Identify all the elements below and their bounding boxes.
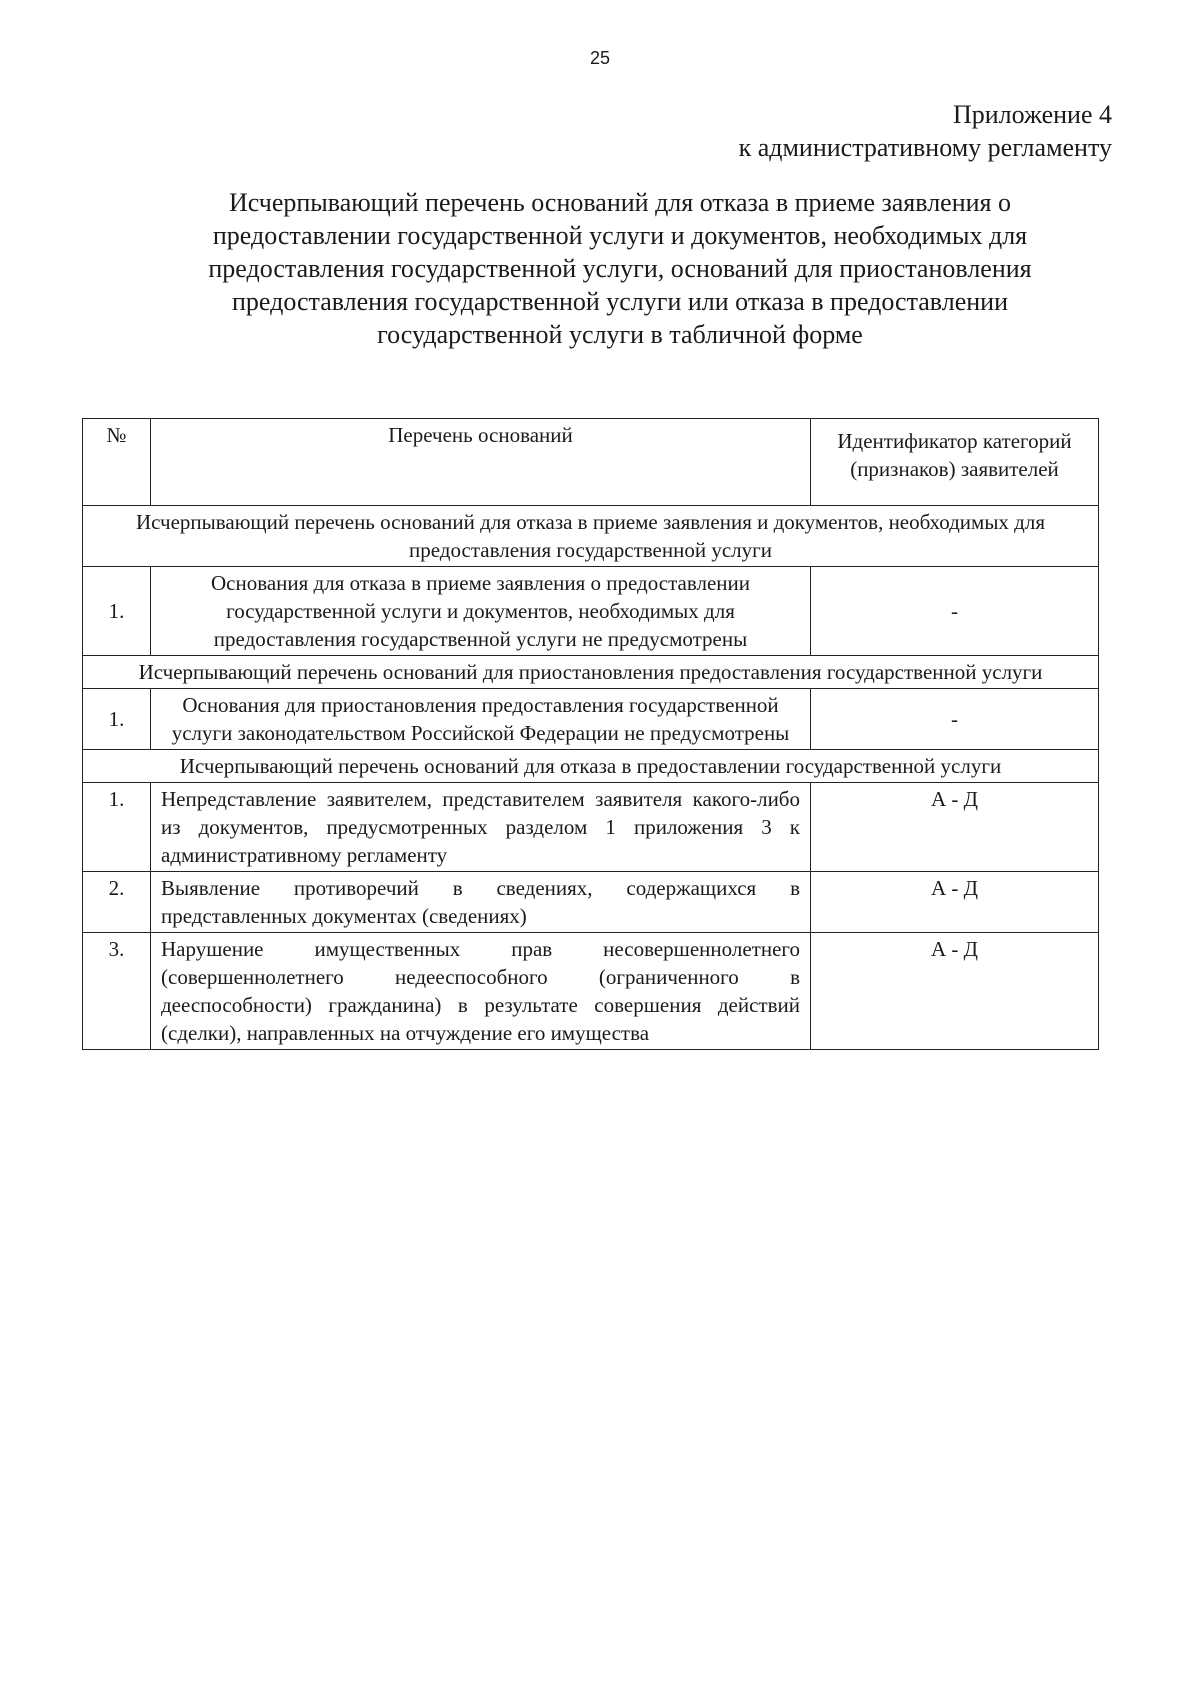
document-title: Исчерпывающий перечень оснований для отказа в приеме заявления о предоставлении государственной услуги и документов, необходимых для предоставления государственной услуги, оснований для приостановления предоставления государственной услуги или отказа в предоставлении государственной услуги в табличной форме [208, 188, 1032, 349]
row-ground-text: Нарушение имущественных прав несовершеннолетнего (совершеннолетнего недееспособного (ограниченного в дееспособности) гражданина) в результате совершения действий (сделки), направленных на отчуждение его имущества [151, 933, 811, 1050]
row-applicant-id: - [811, 689, 1099, 750]
table-row [83, 872, 1099, 933]
row-number: 3. [83, 933, 151, 1050]
grounds-table [82, 418, 1099, 1050]
section-title: Исчерпывающий перечень оснований для отказа в приеме заявления и документов, необходимых для предоставления государственной услуги [83, 506, 1099, 567]
column-header-applicant-id: Идентификатор категорий (признаков) заявителей [811, 419, 1099, 506]
table-header-row [83, 419, 1099, 506]
row-applicant-id: А - Д [811, 872, 1099, 933]
table-row [83, 783, 1099, 872]
row-ground-text: Основания для отказа в приеме заявления о предоставлении государственной услуги и документов, необходимых для предоставления государственной услуги не предусмотрены [151, 567, 811, 656]
row-ground-text: Выявление противоречий в сведениях, содержащихся в представленных документах (сведениях) [151, 872, 811, 933]
section-header-row [83, 656, 1099, 689]
section-header-row [83, 506, 1099, 567]
section-header-row [83, 750, 1099, 783]
row-applicant-id: А - Д [811, 783, 1099, 872]
row-applicant-id: А - Д [811, 933, 1099, 1050]
appendix-reference: к административному регламенту [738, 133, 1112, 162]
row-number: 2. [83, 872, 151, 933]
column-header-number: № [83, 419, 151, 506]
table-row [83, 567, 1099, 656]
row-ground-text: Основания для приостановления предоставления государственной услуги законодательством Российской Федерации не предусмотрены [151, 689, 811, 750]
row-applicant-id: - [811, 567, 1099, 656]
table-row [83, 689, 1099, 750]
table-row [83, 933, 1099, 1050]
row-ground-text: Непредставление заявителем, представителем заявителя какого-либо из документов, предусмотренных разделом 1 приложения 3 к административному регламенту [151, 783, 811, 872]
appendix-number: Приложение 4 [952, 100, 1112, 129]
section-title: Исчерпывающий перечень оснований для отказа в предоставлении государственной услуги [83, 750, 1099, 783]
row-number: 1. [83, 567, 151, 656]
section-title: Исчерпывающий перечень оснований для приостановления предоставления государственной услуги [83, 656, 1099, 689]
column-header-grounds: Перечень оснований [151, 419, 811, 506]
appendix-heading [739, 98, 1112, 164]
row-number: 1. [83, 689, 151, 750]
row-number: 1. [83, 783, 151, 872]
page-number: 25 [589, 48, 611, 68]
